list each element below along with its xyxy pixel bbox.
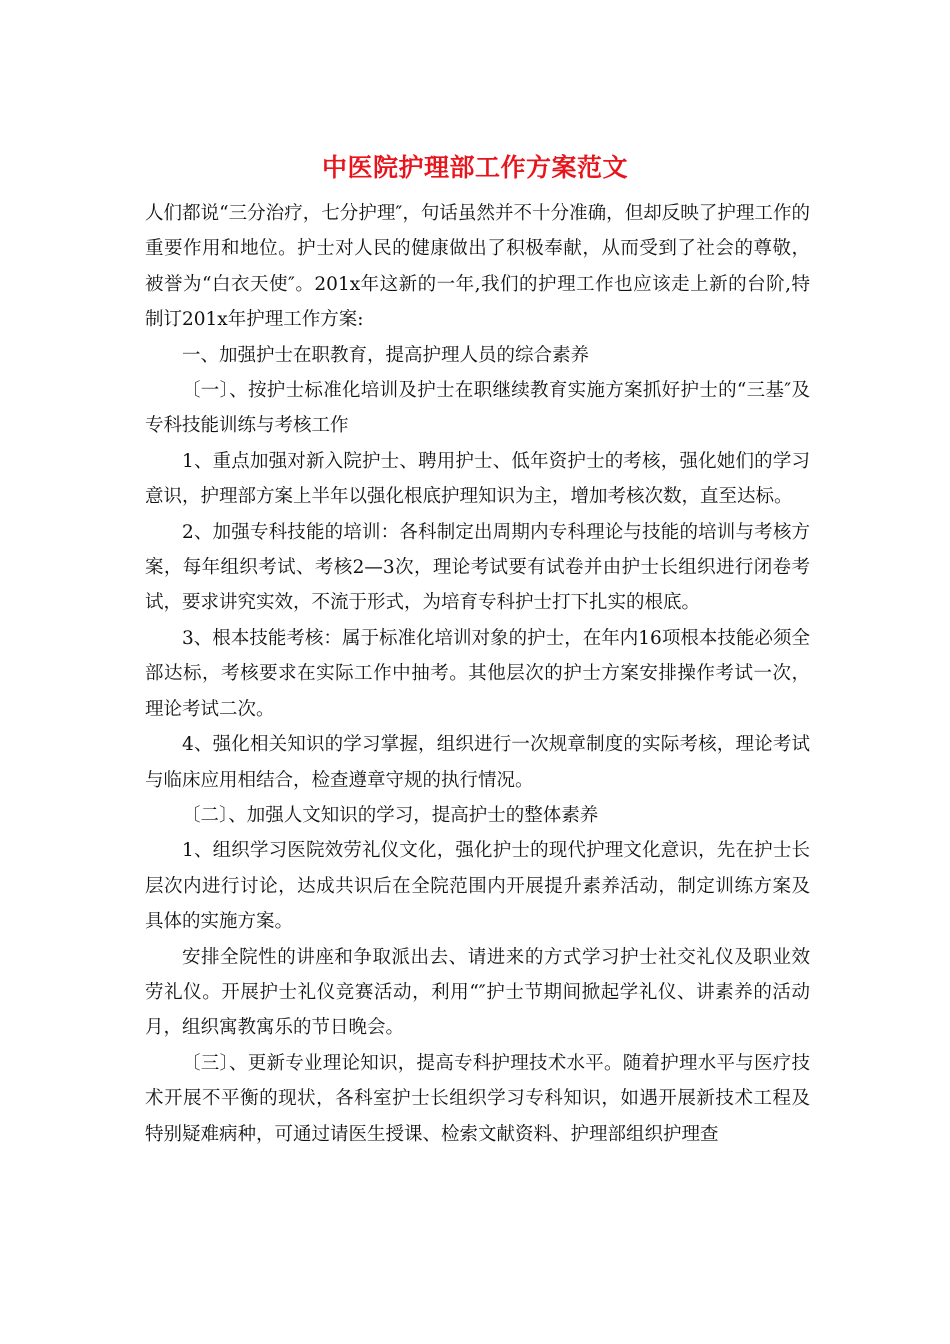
paragraph-item-5: 1、组织学习医院效劳礼仪文化，强化护士的现代护理文化意识，先在护士长层次内进行讨论，达成共识后在全院范围内开展提升素养活动，制定训练方案及具体的实施方案。 (145, 840, 810, 933)
paragraph-item-2: 2、加强专科技能的培训：各科制定出周期内专科理论与技能的培训与考核方案，每年组织考试、考核2—3次，理论考试要有试卷并由护士长组织进行闭卷考试，要求讲究实效，不流于形式，为培育专科护士打下扎实的根底。 (145, 521, 810, 614)
paragraph-intro: 人们都说“三分治疗，七分护理″，句话虽然并不十分准确，但却反映了护理工作的重要作用和地位。护士对人民的健康做出了积极奉献，从而受到了社会的尊敬，被誉为“白衣天使″。201x年这新的一年,我们的护理工作也应该走上新的台阶,特制订201x年护理工作方案: (145, 203, 810, 331)
subsection-heading-2: 〔二〕、加强人文知识的学习，提高护士的整体素养 (182, 804, 599, 826)
document-body (145, 196, 810, 1152)
paragraph-item-4: 4、强化相关知识的学习掌握，组织进行一次规章制度的实际考核，理论考试与临床应用相结合，检查遵章守规的执行情况。 (145, 734, 810, 791)
document-title: 中医院护理部工作方案范文 (321, 153, 628, 182)
paragraph-item-6: 安排全院性的讲座和争取派出去、请进来的方式学习护士社交礼仪及职业效劳礼仪。开展护士礼仪竞赛活动，利用“″护士节期间掀起学礼仪、讲素养的活动月，组织寓教寓乐的节日晚会。 (145, 946, 810, 1039)
section-heading-1: 一、加强护士在职教育，提高护理人员的综合素养 (182, 344, 590, 366)
paragraph-item-1: 1、重点加强对新入院护士、聘用护士、低年资护士的考核，强化她们的学习意识，护理部方案上半年以强化根底护理知识为主，增加考核次数，直至达标。 (145, 450, 810, 508)
subsection-heading-1: 〔一〕、按护士标准化培训及护士在职继续教育实施方案抓好护士的“三基″及专科技能训练与考核工作 (145, 380, 810, 437)
paragraph-item-3: 3、根本技能考核：属于标准化培训对象的护士，在年内16项根本技能必须全部达标，考核要求在实际工作中抽考。其他层次的护士方案安排操作考试一次，理论考试二次。 (145, 627, 810, 720)
subsection-heading-3: 〔三〕、更新专业理论知识，提高专科护理技术水平。随着护理水平与医疗技术开展不平衡的现状，各科室护士长组织学习专科知识，如遇开展新技术工程及特别疑难病种，可通过请医生授课、检索文献资料、护理部组织护理查 (145, 1052, 810, 1145)
